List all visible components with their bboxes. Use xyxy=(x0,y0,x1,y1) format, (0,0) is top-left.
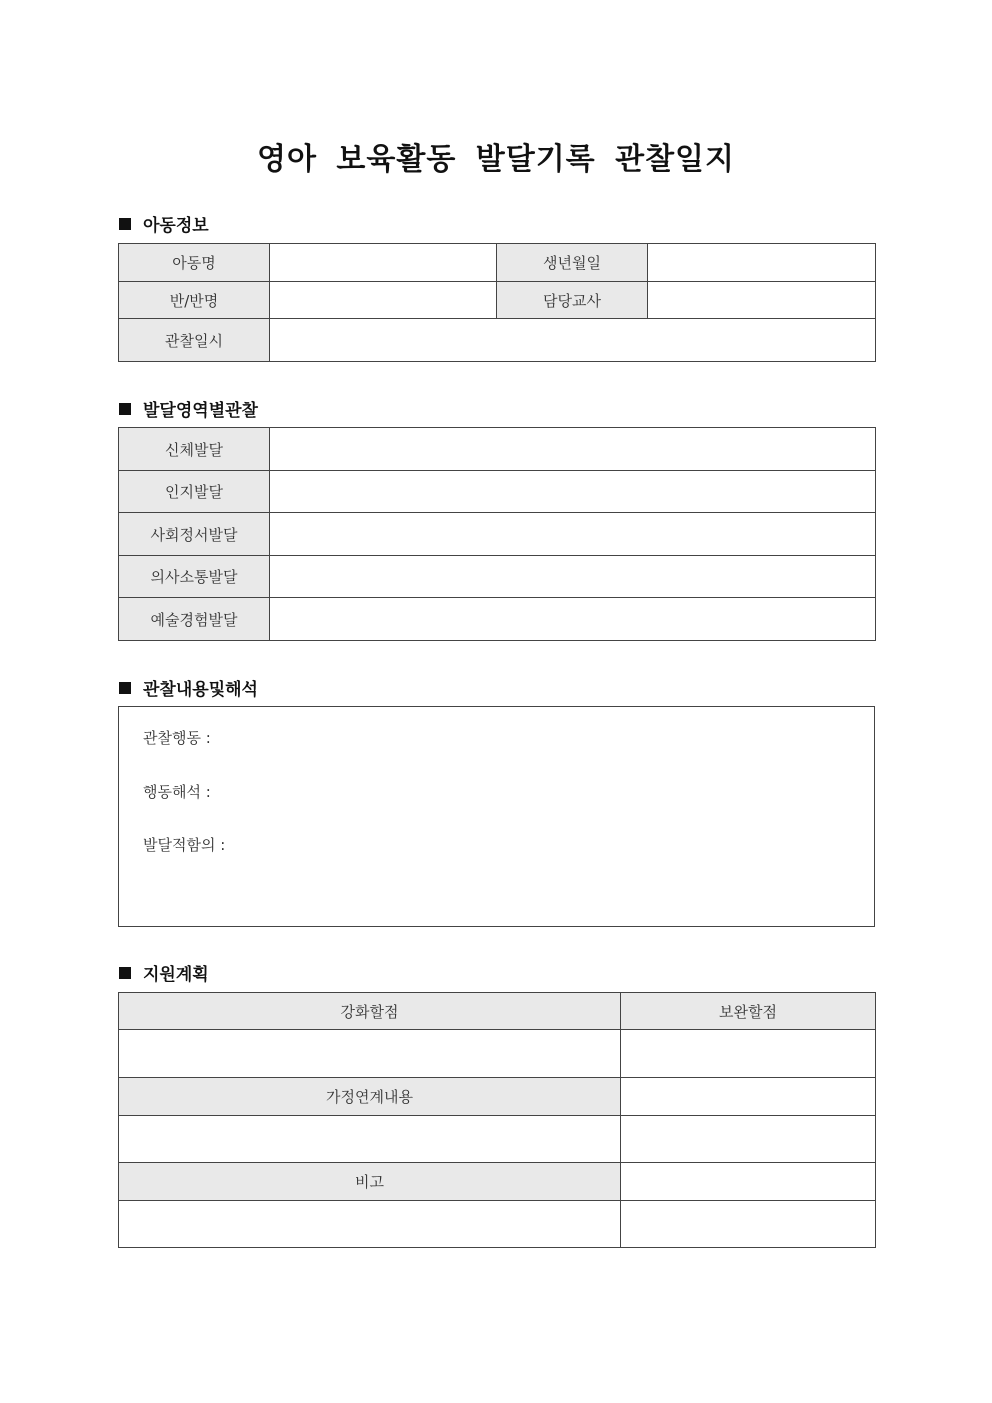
communication-development-label: 의사소통발달 xyxy=(119,556,270,598)
square-bullet-icon xyxy=(119,682,131,694)
child-info-table xyxy=(118,243,876,362)
cognitive-development-label: 인지발달 xyxy=(119,471,270,513)
table-row xyxy=(119,1030,876,1078)
physical-development-label: 신체발달 xyxy=(119,428,270,471)
family-link-field[interactable] xyxy=(119,1116,621,1163)
class-field[interactable] xyxy=(270,282,497,319)
complement-label: 보완할점 xyxy=(621,993,876,1030)
table-row xyxy=(119,471,876,513)
section-title: 발달영역별관찰 xyxy=(143,401,258,421)
table-row xyxy=(119,1078,876,1116)
social-emotional-development-label: 사회정서발달 xyxy=(119,513,270,556)
social-emotional-development-field[interactable] xyxy=(270,513,876,556)
square-bullet-icon xyxy=(119,403,131,415)
complement-field[interactable] xyxy=(621,1078,876,1116)
complement-field[interactable] xyxy=(621,1163,876,1201)
remarks-label: 비고 xyxy=(119,1163,621,1201)
behavior-interpretation-label: 행동해석 : xyxy=(143,783,211,801)
section-heading-child-info xyxy=(119,211,209,236)
art-experience-development-label: 예술경험발달 xyxy=(119,598,270,641)
physical-development-field[interactable] xyxy=(270,428,876,471)
child-name-field[interactable] xyxy=(270,244,497,282)
square-bullet-icon xyxy=(119,218,131,230)
table-row xyxy=(119,282,876,319)
birth-date-label: 생년월일 xyxy=(497,244,648,282)
class-label: 반/반명 xyxy=(119,282,270,319)
strength-field[interactable] xyxy=(119,1030,621,1078)
observation-date-field[interactable] xyxy=(270,319,876,362)
strength-label: 강화할점 xyxy=(119,993,621,1030)
family-link-label: 가정연계내용 xyxy=(119,1078,621,1116)
developmental-implication-label: 발달적함의 : xyxy=(143,836,226,854)
section-heading-development xyxy=(119,396,258,421)
table-row xyxy=(119,556,876,598)
table-row xyxy=(119,598,876,641)
teacher-label: 담당교사 xyxy=(497,282,648,319)
development-table xyxy=(118,427,876,641)
art-experience-development-field[interactable] xyxy=(270,598,876,641)
remarks-field[interactable] xyxy=(119,1201,621,1248)
document-title: 영아 보육활동 발달기록 관찰일지 xyxy=(256,142,736,177)
table-row xyxy=(119,319,876,362)
complement-field[interactable] xyxy=(621,1116,876,1163)
square-bullet-icon xyxy=(119,967,131,979)
complement-field[interactable] xyxy=(621,1201,876,1248)
child-name-label: 아동명 xyxy=(119,244,270,282)
table-row xyxy=(119,993,876,1030)
birth-date-field[interactable] xyxy=(648,244,876,282)
section-heading-interpretation xyxy=(119,675,258,700)
teacher-field[interactable] xyxy=(648,282,876,319)
table-row xyxy=(119,1116,876,1163)
observation-date-label: 관찰일시 xyxy=(119,319,270,362)
complement-field[interactable] xyxy=(621,1030,876,1078)
table-row xyxy=(119,1163,876,1201)
table-row xyxy=(119,428,876,471)
section-heading-support xyxy=(119,960,209,985)
observed-behavior-label: 관찰행동 : xyxy=(143,729,211,747)
table-row xyxy=(119,513,876,556)
table-row xyxy=(119,244,876,282)
cognitive-development-field[interactable] xyxy=(270,471,876,513)
support-plan-table xyxy=(118,992,876,1248)
table-row xyxy=(119,1201,876,1248)
interpretation-box[interactable] xyxy=(118,706,875,927)
section-title: 아동정보 xyxy=(143,216,209,236)
section-title: 지원계획 xyxy=(143,965,209,985)
communication-development-field[interactable] xyxy=(270,556,876,598)
section-title: 관찰내용및해석 xyxy=(143,680,258,700)
